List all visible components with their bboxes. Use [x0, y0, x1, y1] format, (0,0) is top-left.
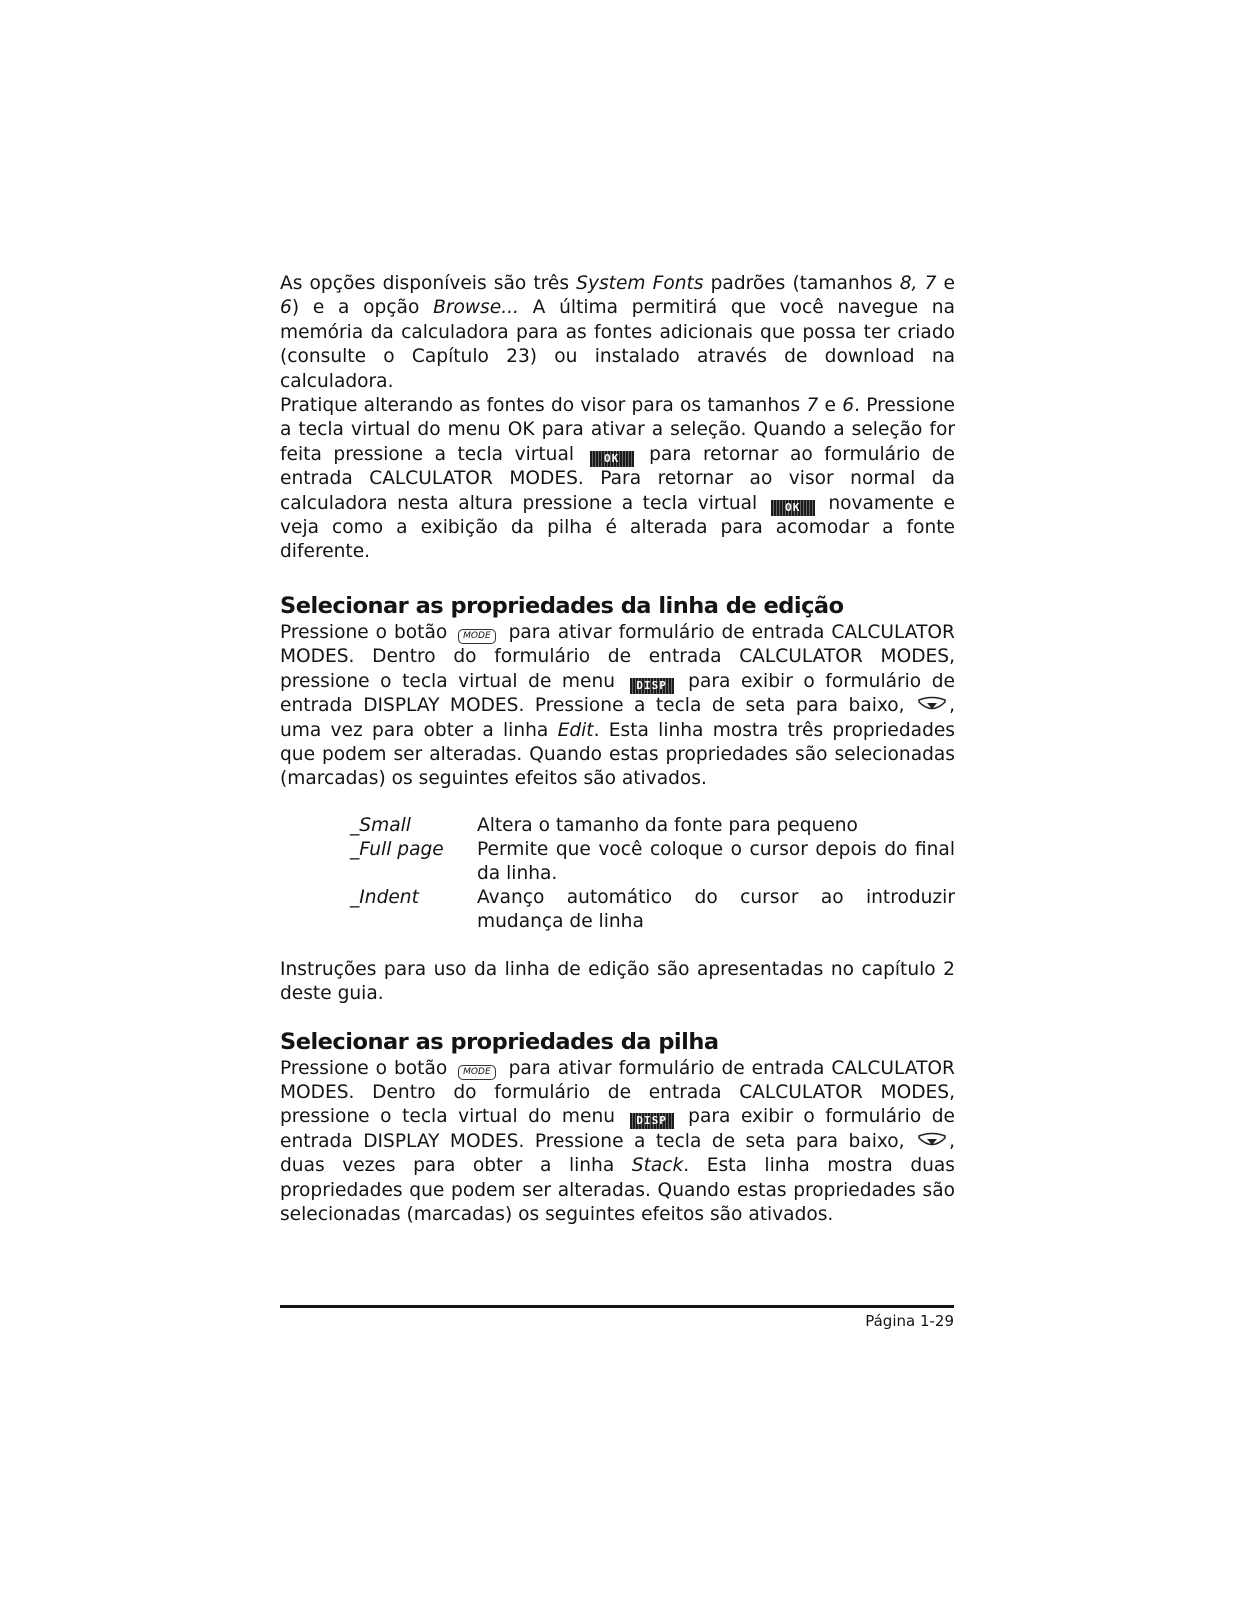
practice-italic-1: 7	[806, 395, 819, 417]
definition-term: _Small	[350, 814, 411, 836]
definition-row	[350, 814, 955, 838]
footer-divider	[280, 1305, 954, 1308]
section-heading-stack: Selecionar as propriedades da pilha	[280, 1028, 719, 1055]
edit-text-3: para exibir o formulário de entrada DISPLAY MODES. Pressione a tecla de seta para baixo,	[280, 670, 955, 717]
mode-key-icon: MODE	[458, 629, 495, 644]
stack-paragraph	[280, 1057, 955, 1228]
definition-term: _Full page	[350, 838, 444, 860]
disp-softkey-icon: DISP	[630, 1113, 674, 1129]
intro-text-4: ) e a opção	[291, 297, 434, 319]
page-content	[280, 272, 955, 1227]
practice-italic-2: 6	[842, 395, 855, 417]
edit-italic-edit: Edit	[557, 719, 594, 741]
edit-text-5: . Esta linha mostra três propriedades que podem ser alteradas. Quando estas propriedades são selecionadas (marcadas) os seguintes efeitos são ativados.	[280, 719, 955, 790]
intro-text-2: padrões (tamanhos	[703, 273, 900, 294]
definition-row	[350, 886, 955, 934]
stack-italic-stack: Stack	[631, 1155, 684, 1177]
edit-text-2: para ativar formulário de entrada CALCULATOR MODES. Dentro do formulário de entrada CALCULATOR MODES, pressione o tecla virtual de menu	[280, 621, 955, 692]
definition-description: Avanço automático do cursor ao introduzir mudança de linha	[477, 886, 955, 932]
section-heading-edit: Selecionar as propriedades da linha de edição	[280, 592, 844, 619]
down-arrow-key-icon	[917, 696, 947, 714]
intro-text-5: A última permitirá que você navegue na memória da calculadora para as fontes adicionais que possa ter criado (consulte o Capítulo 23) ou instalado através de download na calculadora.	[280, 297, 955, 392]
definition-list	[350, 814, 955, 934]
intro-italic-4: Browse...	[433, 297, 519, 319]
definition-description: Altera o tamanho da fonte para pequeno	[477, 814, 858, 836]
stack-text-5: . Esta linha mostra duas propriedades que podem ser alteradas. Quando estas propriedades são selecionadas (marcadas) os seguintes efeitos são ativados.	[280, 1155, 955, 1225]
down-arrow-key-icon	[917, 1132, 947, 1150]
page-number: Página 1-29	[865, 1312, 954, 1330]
intro-italic-2: 8, 7	[899, 273, 937, 294]
stack-text-2: para ativar formulário de entrada CALCULATOR MODES. Dentro do formulário de entrada CALCULATOR MODES, pressione o tecla virtual do menu	[280, 1057, 955, 1128]
edit-text-4: , uma vez para obter a linha	[280, 695, 955, 741]
edit-text-1: Pressione o botão	[280, 621, 448, 643]
mode-key-icon: MODE	[458, 1065, 495, 1080]
stack-text-1: Pressione o botão	[280, 1057, 448, 1079]
intro-text-1: As opções disponíveis são três	[280, 273, 577, 294]
definition-term: _Indent	[350, 886, 419, 908]
ok-softkey-icon: OK	[590, 451, 634, 467]
definition-row	[350, 838, 955, 886]
practice-text-1: Pratique alterando as fontes do visor para os tamanhos	[280, 395, 807, 417]
ok-softkey-icon: OK	[771, 500, 815, 516]
edit-instructions-paragraph: Instruções para uso da linha de edição são apresentadas no capítulo 2 deste guia.	[280, 958, 955, 1005]
practice-text-4: para retornar ao formulário de entrada CALCULATOR MODES. Para retornar ao visor normal da calculadora nesta altura pressione a tecla virtual	[280, 443, 955, 514]
intro-text-3: e	[936, 273, 955, 294]
practice-paragraph	[280, 394, 955, 565]
intro-paragraph	[280, 272, 955, 394]
disp-softkey-icon: DISP	[630, 678, 674, 694]
practice-text-2: e	[818, 395, 843, 417]
definition-description: Permite que você coloque o cursor depois do final da linha.	[477, 838, 955, 884]
stack-text-4: , duas vezes para obter a linha	[280, 1130, 955, 1177]
intro-italic-1: System Fonts	[576, 273, 704, 294]
practice-text-5: novamente e veja como a exibição da pilha é alterada para acomodar a fonte diferente.	[280, 492, 955, 563]
intro-italic-3: 6	[280, 297, 292, 319]
edit-paragraph	[280, 621, 955, 792]
stack-text-3: para exibir o formulário de entrada DISPLAY MODES. Pressione a tecla de seta para baixo,	[280, 1106, 955, 1152]
practice-text-3: . Pressione a tecla virtual do menu OK para ativar a seleção. Quando a seleção for feita pressione a tecla virtual	[280, 395, 955, 465]
